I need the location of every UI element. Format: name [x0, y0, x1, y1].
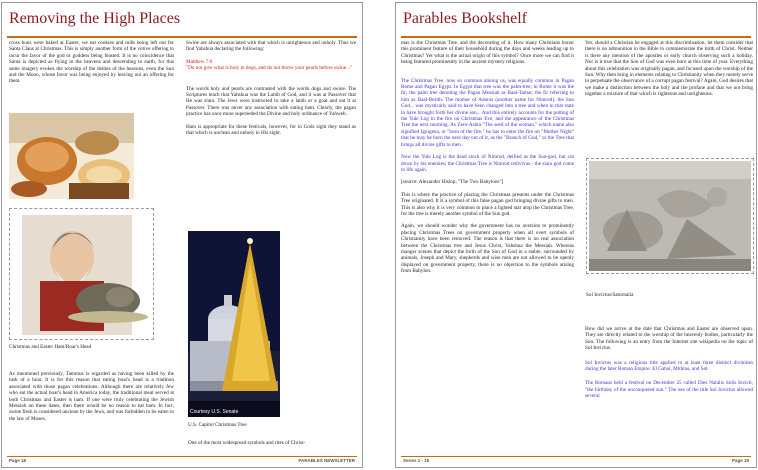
page-number: Page 18 [9, 458, 27, 463]
column-1-text-bottom [9, 371, 174, 453]
sol-invictus-caption: Sol Invictus/Saturnalia [586, 292, 634, 298]
boar-head-illustration [10, 209, 153, 339]
paragraph: mas is the Christmas Tree, and the decorating of it. How many Christians honor this prominent feature of their household during the days and weeks leading up to Christmas? Yet what is the actual origin of this symbol? Once more we can find it being featured prominently in the ancient mystery religions. [401, 40, 574, 66]
quoted-passage: The Christmas Tree, now so common among us, was equally common in Pagan Rome and Pagan Egypt. In Egypt that tree was the palm-tree; in Rome it was the fir; the palm tree denoting the Pagan Messiah as Baal-Tamar, the fir referring to him as Baal-Berith. The mother of Adonis (another name for Nimrod), the Sun God... was mystically said to have been changed into a tree and when in that state to have brought forth her divine son... And this entirely accounts for the putting of the Yule Log in the fire on Christmas Eve, and the appearance of the Christmas Tree the next morning. As Zero-Ashta "The seed of the woman," which name also signified Ignigena, or "born of the fire," he has to enter the fire on "Mother Night" that he may be born the next day out of it, as the "Branch of God," or the Tree that brings all divine gifts to men. [401, 77, 574, 148]
left-page [1, 2, 363, 468]
column-2-text-top [186, 40, 356, 228]
capitol-christmas-tree-image [188, 231, 280, 417]
quoted-passage: The Romans held a festival on December 25 called Dies Natalis Solis Invicti, "the birthday of the unconquered sun." The use of the title Sol Invictus allowed several [585, 380, 753, 400]
page-title: Parables Bookshelf [403, 10, 527, 27]
tree-caption: U.S. Capitol Christmas Tree [188, 422, 247, 428]
paragraph: As mentioned previously, Tammuz is regarded as having been killed by the tusk of a boar. It is for this reason that eating boar's head is a tradition associated with those pagan celebrations. Although there are relatively few who eat the actual boar's head in America today, the traditional meat served at both Christmas and Easter is ham. If one were truly celebrating the Jewish Messiah on these dates, then there would be no reason to eat ham. In fact, swine flesh is considered unclean by the Jews, and was forbidden to be eaten in the law of Moses. [9, 371, 174, 422]
boar-head-illustration-frame [9, 208, 154, 340]
quoted-passage: Sol Invictus was a religious title applied to at least three distinct divinities during the later Roman Empire: El Gabal, Mithras, and Sol. [585, 359, 753, 373]
paragraph: cross buns were baked at Easter, we eat cookies and milk being left out for Santa Claus at Christmas. This is simply another form of the votive offering to incur the favor of the god or goddess being feasted. It is no coincidence that Santa is depicted as flying in the heavens and descending to earth, for this same imagery evokes the worship of the deities of the heavens, even the Sun and the Moon, whose favor was being enjoyed by leaving out an offering for them. [9, 40, 174, 85]
quoted-passage: Now the Yule Log is the dead stock of Nimrod, deified as the Sun-god, but cut down by his enemies; the Christmas Tree is Nimrod redivivus - the slain god come to life again. [401, 154, 574, 173]
page-title: Removing the High Places [9, 10, 181, 27]
sol-invictus-relief-frame [586, 158, 754, 274]
paragraph: Swine are always associated with that which is unrighteous and unholy. Thus we find Yahshua declaring the following: [186, 40, 356, 53]
paragraph: Again, we should wonder why the government has no aversion to prominently placing Christmas Trees on government property when all overt symbols of Christianity have been removed. The reason is that there is no real association between the Christmas tree and Jesus Christ, Yahshua the Messiah. Whereas manger scenes that depict the birth of the Son of God in a stable, surrounded by animals, Joseph and Mary, shepherds and wise men are not allowed to be openly displayed on government property, there is no objection to the symbols arising from Babylon. [401, 223, 574, 275]
column-1-text-top [9, 40, 174, 85]
left-title-bar [7, 6, 357, 38]
page-number: Page 19 [731, 458, 749, 463]
newsletter-name: PARABLES NEWSLETTER [298, 458, 355, 463]
paragraph: How did we arrive at the date that Christmas and Easter are observed upon. They are directly related to the worship of the heavenly bodies, particularly the Sun. The following is an entry from the Internet site wikipedia on the topic of Sol Invictus. [585, 326, 753, 352]
column-2-text-bottom [585, 326, 753, 452]
column-2-text-bottom [188, 440, 358, 450]
column-1-text [401, 40, 574, 452]
paragraph: Yet, should a Christian be engaged at this discrimination, let them consider that there is no admonition in the Bible to commemorate the birth of Christ. Neither is there any mention of the apostles or early church observing such a holiday. Nor is it true that the Son of God was even born at this time of year. Everything about this celebration was originally pagan, and focused upon the worship of the Sun. Why then bring in elements relating to Christianity when they merely serve to perpetuate the observance of a corrupt pagan festival? Again, God desires that we make a distinction between the holy and the profane and that we not bring together a mixture of that which is righteous and unrighteous. [585, 40, 753, 98]
scripture-reference: Matthew 7:6 [186, 58, 213, 65]
right-footer [401, 456, 751, 465]
scripture-quote: "Do not give what is holy to dogs, and do not throw your pearls before swine..." [186, 65, 353, 72]
left-footer [7, 456, 357, 465]
paragraph: This is where the practice of placing the Christmas presents under the Christmas Tree originated. It is a symbol of this false pagan god bringing divine gifts to men. This is also why it is very common to place a lighted star atop the Christmas Tree, for the tree is merely another symbol of the Sun god. [401, 191, 574, 217]
paragraph: The words holy and pearls are contrasted with the words dogs and swine. The Scriptures teach that Yahshua was the Lamb of God, and it was at Passover that He was slain. The Jews were instructed to take a lamb or a goat and eat it at Passover. There was never any association with eating ham. Clearly, the pagan practice has once more superseded the Divine and holy ordinance of Yahweh. [186, 85, 356, 118]
sol-invictus-relief [587, 159, 753, 273]
page-gutter [364, 0, 394, 470]
photo-credit: Courtesy U.S. Senate [190, 409, 239, 415]
paragraph: Ham is appropriate for these festivals, however, for in Gods sight they stand as that which is unclean and unholy in His sight. [186, 123, 356, 137]
column-2-text-top [585, 40, 753, 148]
right-page [395, 2, 757, 468]
source-citation: [source: Alexander Hislop, "The Two Babylons"] [401, 179, 504, 186]
right-title-bar [401, 6, 751, 38]
ham-caption: Christmas and Easter Ham/Boar's Head [9, 344, 92, 350]
easter-ham-image [9, 113, 134, 199]
paragraph: One of the most widespread symbols and rites of Christ- [188, 440, 306, 446]
series-label: Series 1 - 15 [403, 458, 430, 463]
